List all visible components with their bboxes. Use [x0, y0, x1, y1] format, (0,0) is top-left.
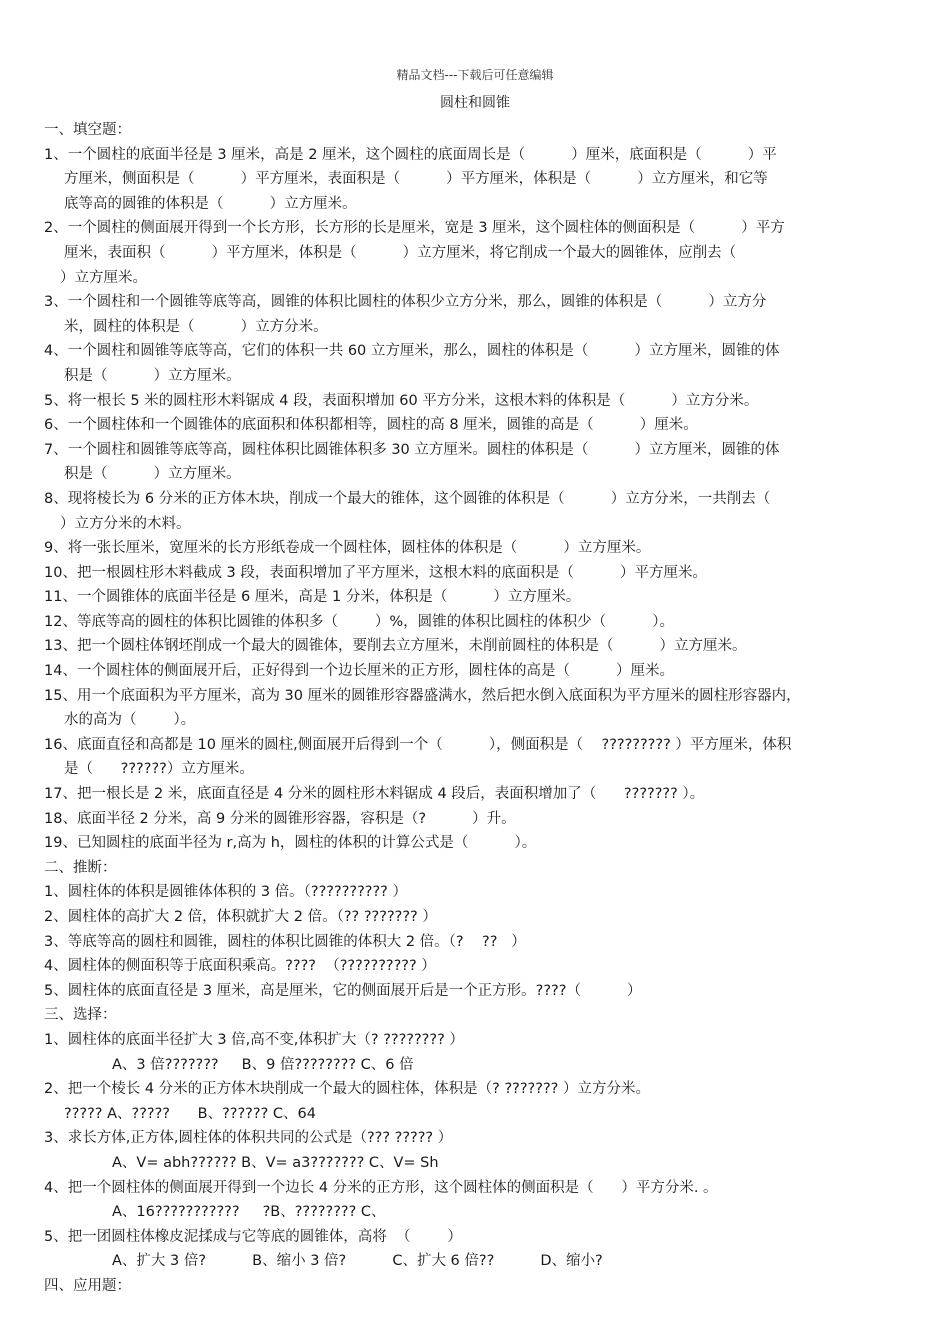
question-line: 6、一个圆柱体和一个圆锥体的底面积和体积都相等，圆柱的高 8 厘米，圆锥的高是（ ）厘米。 — [44, 417, 698, 434]
question-line: 5、圆柱体的底面直径是 3 厘米，高是厘米，它的侧面展开后是一个正方形。????（ ） — [44, 982, 642, 999]
section-heading-judge: 二、推断： — [44, 859, 117, 876]
question-line: 1、一个圆柱的底面半径是 3 厘米，高是 2 厘米，这个圆柱的底面周长是（ ）厘米，底面积是（ ）平 — [44, 146, 777, 163]
question-line: 13、把一个圆柱体钢坯削成一个最大的圆锥体，要削去立方厘米，未削前圆柱的体积是（ ）立方厘米。 — [44, 638, 747, 655]
question-line: 积是（ ）立方厘米。 — [64, 466, 241, 483]
option-line: A、V= abh?????? B、V= a3??????? C、V= Sh — [112, 1154, 439, 1171]
question-line: 方厘米，侧面积是（ ）平方厘米，表面积是（ ）平方厘米，体积是（ ）立方厘米，和它等 — [64, 171, 768, 188]
question-line: 7、一个圆柱和圆锥等底等高，圆柱体积比圆锥体积多 30 立方厘米。圆柱的体积是（ ）立方厘米，圆锥的体 — [44, 441, 780, 458]
question-line: 19、已知圆柱的底面半径为 r,高为 h，圆柱的体积的计算公式是（ ）。 — [44, 835, 537, 852]
question-line: 3、求长方体,正方体,圆柱体的体积共同的公式是（??? ????? ） — [44, 1130, 453, 1147]
question-line: 1、圆柱体的底面半径扩大 3 倍,高不变,体积扩大（? ???????? ） — [44, 1031, 464, 1048]
question-line: 1、圆柱体的体积是圆锥体体积的 3 倍。（?????????? ） — [44, 884, 407, 901]
question-line: 17、把一根长是 2 米，底面直径是 4 分米的圆柱形木料锯成 4 段后，表面积增加了（ ??????? ）。 — [44, 786, 705, 803]
question-line: 15、用一个底面积为平方厘米，高为 30 厘米的圆锥形容器盛满水，然后把水倒入底面积为平方厘米的圆柱形容器内， — [44, 687, 801, 704]
question-line: 10、把一根圆柱形木料截成 3 段，表面积增加了平方厘米，这根木料的底面积是（ ）平方厘米。 — [44, 564, 707, 581]
question-line: 水的高为（ ）。 — [64, 712, 196, 729]
question-line: 3、一个圆柱和一个圆锥等底等高，圆锥的体积比圆柱的体积少立方分米，那么，圆锥的体积是（ ）立方分 — [44, 294, 767, 311]
question-line: 4、一个圆柱和圆锥等底等高，它们的体积一共 60 立方厘米，那么，圆柱的体积是（ ）立方厘米，圆锥的体 — [44, 343, 780, 360]
question-line: 14、一个圆柱体的侧面展开后，正好得到一个边长厘米的正方形，圆柱体的高是（ ）厘米。 — [44, 663, 675, 680]
question-line: 2、圆柱体的高扩大 2 倍，体积就扩大 2 倍。（?? ??????? ） — [44, 909, 437, 925]
question-line: ）立方厘米。 — [60, 269, 147, 286]
option-line: A、扩大 3 倍? B、缩小 3 倍? C、扩大 6 倍?? D、缩小? — [112, 1253, 603, 1270]
section-heading-apply: 四、应用题： — [44, 1277, 131, 1294]
section-heading-choice: 三、选择： — [44, 1007, 117, 1024]
question-line: 18、底面半径 2 分米，高 9 分米的圆锥形容器，容积是（? ）升。 — [44, 810, 516, 827]
question-line: 2、一个圆柱的侧面展开得到一个长方形，长方形的长是厘米，宽是 3 厘米，这个圆柱体的侧面积是（ ）平方 — [44, 220, 785, 237]
document-body — [44, 118, 918, 1299]
document-title: 圆柱和圆锥 — [440, 95, 510, 111]
section-heading-fill: 一、填空题： — [44, 122, 131, 138]
question-line: 5、将一根长 5 米的圆柱形木料锯成 4 段，表面积增加 60 平方分米，这根木料的体积是（ ）立方分米。 — [44, 392, 759, 409]
option-line: A、3 倍??????? B、9 倍???????? C、6 倍 — [112, 1056, 414, 1073]
question-line: 厘米，表面积（ ）平方厘米，体积是（ ）立方厘米，将它削成一个最大的圆锥体，应削去（ — [64, 244, 737, 261]
question-line: 是（ ??????）立方厘米。 — [64, 761, 254, 778]
question-line: 米，圆柱的体积是（ ）立方分米。 — [64, 318, 328, 335]
question-line: 底等高的圆锥的体积是（ ）立方厘米。 — [64, 195, 357, 212]
option-line: A、16??????????? ?B、???????? C、 — [112, 1204, 386, 1221]
question-line: 2、把一个棱长 4 分米的正方体木块削成一个最大的圆柱体，体积是（? ??????? ）立方分米。 — [44, 1081, 650, 1098]
question-line: 4、把一个圆柱体的侧面展开得到一个边长 4 分米的正方形，这个圆柱体的侧面积是（ ）平方分米. 。 — [44, 1179, 718, 1196]
question-line: 16、底面直径和高都是 10 厘米的圆柱,侧面展开后得到一个（ ），侧面积是（ ????????? ）平方厘米，体积 — [44, 736, 792, 753]
question-line: 11、一个圆锥体的底面半径是 6 厘米，高是 1 分米，体积是（ ）立方厘米。 — [44, 589, 581, 606]
question-line: 4、圆柱体的侧面积等于底面积乘高。???? （?????????? ） — [44, 958, 436, 975]
question-line: 3、等底等高的圆柱和圆锥，圆柱的体积比圆锥的体积大 2 倍。（? ?? ） — [44, 933, 526, 950]
question-line: 5、把一团圆柱体橡皮泥揉成与它等底的圆锥体，高将 （ ） — [44, 1228, 462, 1245]
watermark-text: 精品文档---下载后可任意编辑 — [396, 68, 554, 82]
option-line: ????? A、????? B、?????? C、64 — [64, 1105, 316, 1122]
question-line: 积是（ ）立方厘米。 — [64, 367, 241, 384]
question-line: 9、将一张长厘米，宽厘米的长方形纸卷成一个圆柱体，圆柱体的体积是（ ）立方厘米。 — [44, 540, 651, 557]
question-line: 12、等底等高的圆柱的体积比圆锥的体积多（ ）%，圆锥的体积比圆柱的体积少（ ）。 — [44, 613, 674, 630]
question-line: ）立方分米的木料。 — [60, 515, 191, 532]
question-line: 8、现将棱长为 6 分米的正方体木块，削成一个最大的锥体，这个圆锥的体积是（ ）立方分米，一共削去（ — [44, 490, 771, 507]
